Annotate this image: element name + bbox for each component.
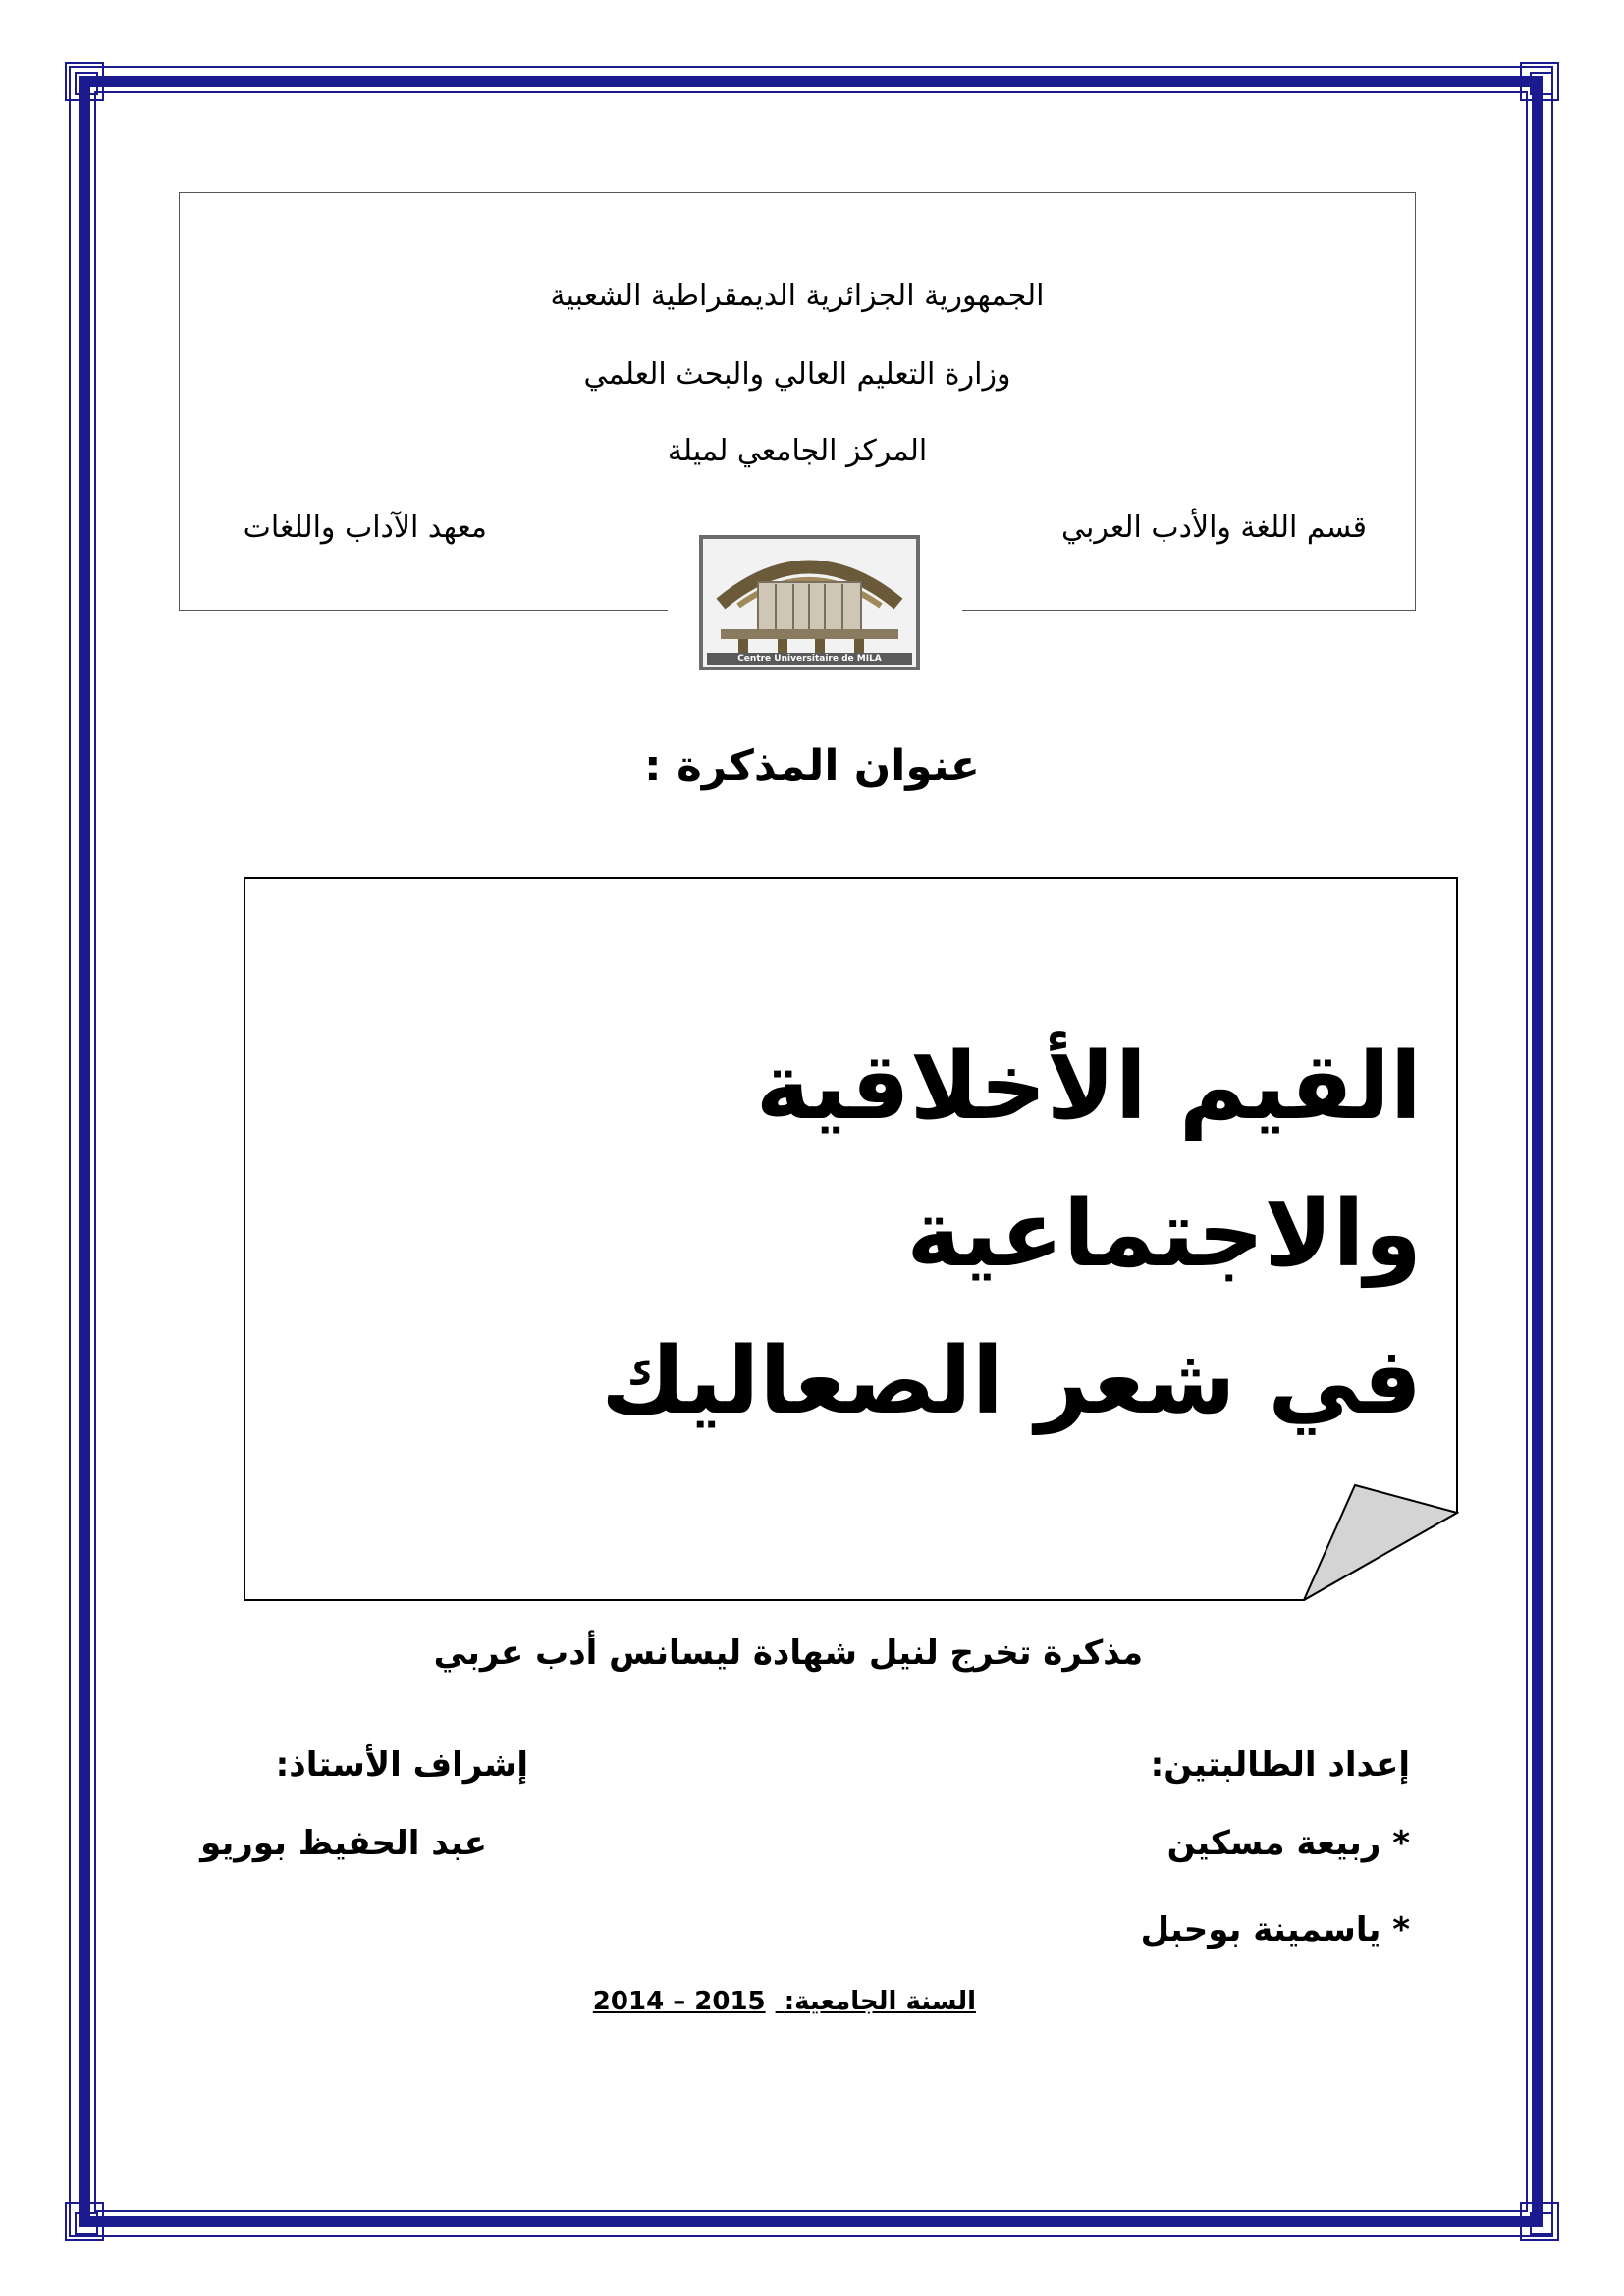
title-box: [244, 877, 1459, 1601]
republic-name: الجمهورية الجزائرية الديمقراطية الشعبية: [550, 279, 1045, 313]
thesis-title-line2: في شعر الصعاليك: [601, 1328, 1422, 1435]
academic-year-value: 2014 – 2015: [592, 1987, 766, 2016]
university-building-icon: [699, 535, 920, 670]
academic-year-label: السنة الجامعية:: [784, 1987, 976, 2016]
frame-corner-top-left: [65, 62, 104, 101]
student-name: * ربيعة مسكين: [1166, 1824, 1410, 1863]
academic-year: [593, 1987, 976, 2016]
degree-statement: مذكرة تخرج لنيل شهادة ليسانس أدب عربي: [433, 1633, 1143, 1673]
department-name: قسم اللغة والأدب العربي: [1060, 510, 1367, 545]
supervisor-name: عبد الحفيظ بوريو: [200, 1824, 487, 1863]
frame-corner-bottom-left: [65, 2202, 104, 2241]
student-name: * ياسمينة بوحبل: [1140, 1910, 1410, 1949]
frame-corner-bottom-right: [1520, 2202, 1559, 2241]
logo-caption: Centre Universitaire de MILA: [737, 654, 882, 664]
ministry-name: وزارة التعليم العالي والبحث العلمي: [583, 357, 1011, 392]
memo-title-label: عنوان المذكرة :: [644, 741, 980, 791]
thesis-title-line1: القيم الأخلاقية والاجتماعية: [755, 1034, 1422, 1288]
students-label: إعداد الطالبتين:: [1150, 1745, 1410, 1785]
university-center-name: المركز الجامعي لميلة: [667, 434, 928, 468]
frame-corner-top-right: [1520, 62, 1559, 101]
institute-name: معهد الآداب واللغات: [243, 510, 487, 545]
supervisor-label: إشراف الأستاذ:: [275, 1745, 528, 1785]
